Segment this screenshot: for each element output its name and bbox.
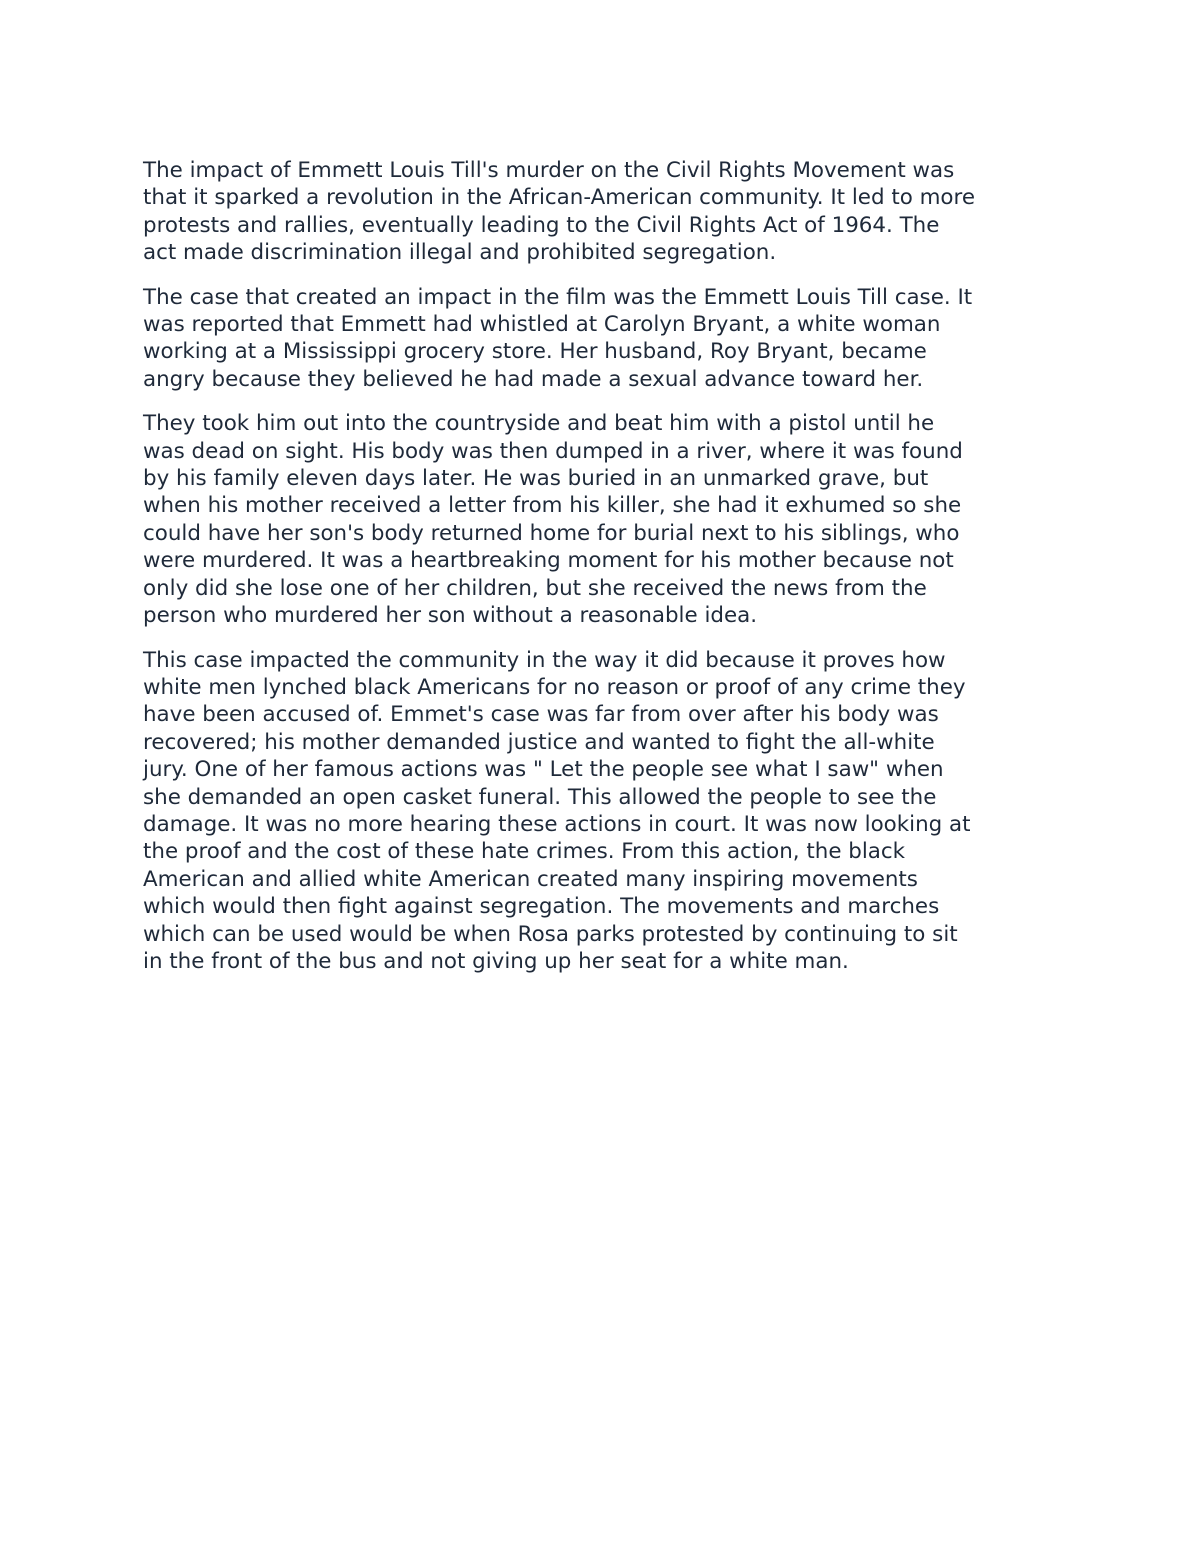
paragraph-4: This case impacted the community in the way it did because it proves how white men lynched black Americans for no reason or proof of any crime they have been accused of. Emmet's case was far from over after his body was recovered; his mother demanded justice and wanted to fight the all-white jury. One of her famous actions was " Let the people see what I saw" when she demanded an open casket funeral. This allowed the people to see the damage. It was no more hearing these actions in court. It was now looking at the proof and the cost of these hate crimes. From this action, the black American and allied white American created many inspiring movements which would then fight against segregation. The movements and marches which can be used would be when Rosa parks protested by continuing to sit in the front of the bus and not giving up her seat for a white man. bbox=[143, 647, 971, 974]
document-body bbox=[143, 157, 1073, 992]
paragraph-1: The impact of Emmett Louis Till's murder on the Civil Rights Movement was that it sparked a revolution in the African-American community. It led to more protests and rallies, eventually leading to the Civil Rights Act of 1964. The act made discrimination illegal and prohibited segregation. bbox=[143, 158, 976, 266]
paragraph-3: They took him out into the countryside and beat him with a pistol until he was dead on sight. His body was then dumped in a river, where it was found by his family eleven days later. He was buried in an unmarked grave, but when his mother received a letter from his killer, she had it exhumed so she could have her son's body returned home for burial next to his siblings, who were murdered. It was a heartbreaking moment for his mother because not only did she lose one of her children, but she received the news from the person who murdered her son without a reasonable idea. bbox=[143, 411, 963, 629]
paragraph-2: The case that created an impact in the film was the Emmett Louis Till case. It was reported that Emmett had whistled at Carolyn Bryant, a white woman working at a Mississippi grocery store. Her husband, Roy Bryant, became angry because they believed he had made a sexual advance toward her. bbox=[143, 284, 973, 392]
